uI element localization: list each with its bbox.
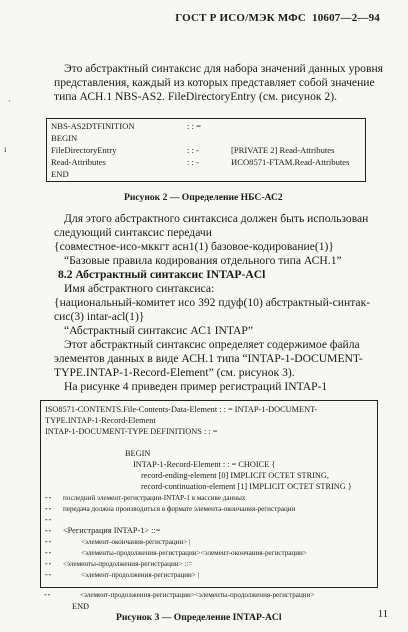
box-begin: BEGIN xyxy=(125,449,151,458)
para2-line1: Для этого абстрактного синтаксиса должен быть использован xyxy=(64,212,369,225)
table-row-2: BEGIN xyxy=(51,133,78,143)
grammar-5: <элемент-продолжения-регистрации> | xyxy=(81,571,199,579)
comment-dash: -- xyxy=(45,504,53,513)
box-end: END xyxy=(72,602,90,611)
header-standard: ГОСТ Р ИСО/МЭК МФС xyxy=(175,12,307,24)
table-row-3: FileDirectoryEntry xyxy=(51,145,117,155)
table-row-1: NBS-AS2DTFINITION xyxy=(51,121,135,131)
grammar-4: <элементы-продолжения-регистрации> ::= xyxy=(63,560,193,568)
para2-line10: Этот абстрактный синтаксис определяет содержимое файла xyxy=(64,338,360,351)
comment-dash: -- xyxy=(45,526,53,535)
figure-2-table xyxy=(46,118,366,182)
table-row-3-value: [PRIVATE 2] Read-Attributes xyxy=(231,145,335,155)
para1-line2: представления, каждый из которых представляет собой значение xyxy=(54,76,375,89)
comment-dash: -- xyxy=(45,515,53,524)
para2-line13: На рисунке 4 приведен пример регистраций INTAP-1 xyxy=(64,380,328,393)
margin-mark: ı xyxy=(4,144,7,154)
box-line-6: record-ending-element [0] IMPLICIT OCTET STRING, xyxy=(141,471,329,480)
table-row-4-value: ИСО8571-FTAM.Read-Attributes xyxy=(231,157,350,167)
comment-1: последний элемент-регистрации-INTAP-1 в массиве данных xyxy=(63,494,246,502)
grammar-3: <элементы-продолжения-регистрации><элемент-окончания-регистрации> xyxy=(81,549,307,557)
para2-line12: TYPE.INTAP-1-Record-Element” (см. рисунок 3). xyxy=(54,366,295,379)
figure-3-box xyxy=(40,400,378,588)
box-line-7: record-continuation-element [1] IMPLICIT OCTET STRING } xyxy=(141,482,352,491)
box-line-2: TYPE.INTAP-1-Record-Element xyxy=(45,416,156,425)
comment-dash: -- xyxy=(45,493,53,502)
para2-line11: элементов данных в виде АСН.1 типа “INTAP-1-DOCUMENT- xyxy=(54,352,363,365)
para2-line3: {совместное-исо-мккгт асн1(1) базовое-кодирование(1)} xyxy=(54,240,334,253)
grammar-1: <Регистрация INTAP-1> ::= xyxy=(63,526,161,535)
para2-line4: “Базовые правила кодирования отдельного типа АСН.1” xyxy=(64,254,342,267)
para2-line7: {национальный-комитет исо 392 пдуф(10) абстрактный-синтак- xyxy=(54,296,371,309)
page-number: 11 xyxy=(377,609,388,620)
para2-line9: “Абстрактный синтаксис АС1 INTAP” xyxy=(64,324,253,337)
grammar-2: <элемент-окончания-регистрации> | xyxy=(81,538,191,546)
para2-line2: следующий синтаксис передачи xyxy=(54,226,212,239)
figure-3-caption: Рисунок 3 — Определение INTAP-ACl xyxy=(116,612,282,623)
grammar-6: <элемент-продолжения-регистрации><элементы-продолжения-регистрации> xyxy=(80,591,315,599)
table-row-3-sep: : : - xyxy=(187,145,199,155)
comment-2: передача должна производиться в формате элемента-окончания-регистрации xyxy=(63,505,296,513)
comment-dash: -- xyxy=(45,537,53,546)
figure-2-caption: Рисунок 2 — Определение НБС-АС2 xyxy=(124,192,283,203)
margin-mark: ˏ xyxy=(8,92,11,102)
para1-line1: Это абстрактный синтаксис для набора значений данных уровня xyxy=(64,62,383,75)
table-row-5: END xyxy=(51,169,69,179)
table-row-4: Read-Attributes xyxy=(51,157,106,167)
box-line-5: INTAP-1-Record-Element : : = CHOICE { xyxy=(133,460,276,469)
box-line-1: ISO8571-CONTENTS.File-Contents-Data-Element : : = INTAP-1-DOCUMENT- xyxy=(45,405,318,414)
para1-line3: типа АСН.1 NBS-AS2. FileDirectoryEntry (см. рисунок 2). xyxy=(54,90,337,103)
para2-line8: сис(3) intar-acl(1)} xyxy=(54,310,145,323)
para2-line6: Имя абстрактного синтаксиса: xyxy=(64,282,215,295)
comment-dash: -- xyxy=(45,570,53,579)
section-heading: 8.2 Абстрактный синтаксис INTAP-ACl xyxy=(58,268,266,281)
table-row-1-sep: : : = xyxy=(187,121,201,131)
comment-dash: -- xyxy=(45,548,53,557)
box-line-3: INTAP-1-DOCUMENT-TYPE DEFINITIONS : : = xyxy=(45,427,218,436)
header-number: 10607—2—94 xyxy=(312,12,380,24)
page-header xyxy=(172,12,380,24)
table-row-4-sep: : : - xyxy=(187,157,199,167)
comment-dash: -- xyxy=(44,590,52,599)
comment-dash: -- xyxy=(45,559,53,568)
